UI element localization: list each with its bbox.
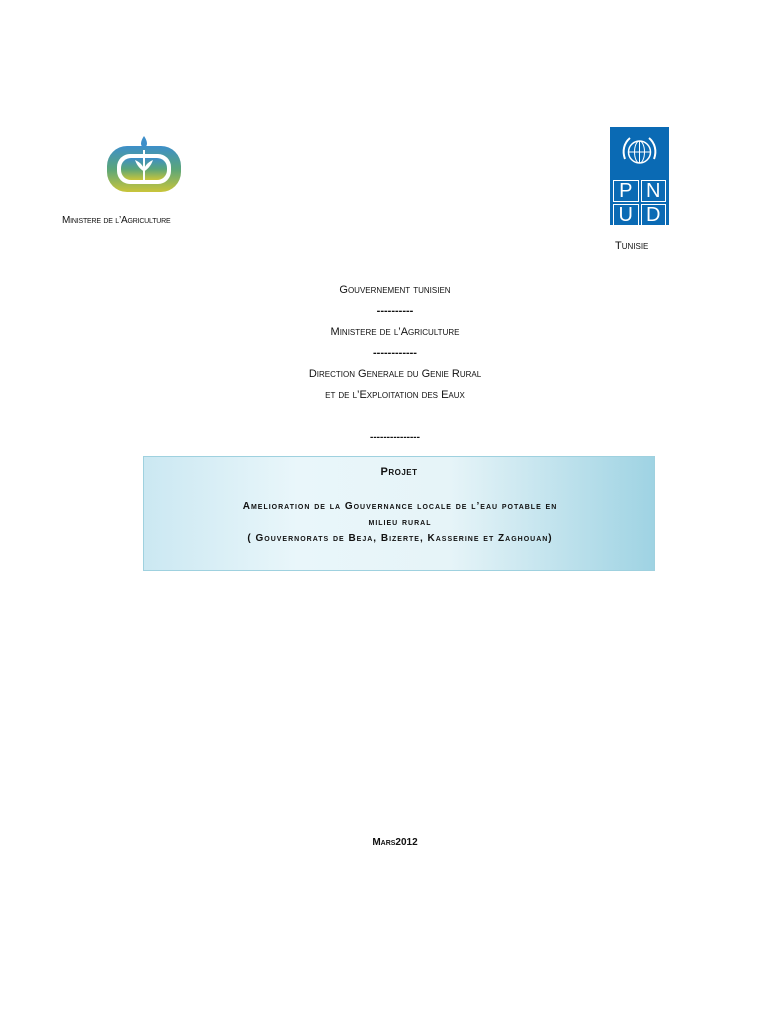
un-emblem-icon — [610, 127, 669, 179]
direction-title: Direction Generale du Genie Rural — [308, 368, 482, 380]
undp-letter: P — [613, 180, 639, 202]
direction-subtitle: et de l’Exploitation des Eaux — [325, 389, 465, 401]
project-description-line: ( Gouvernorats de Beja, Bizerte, Kasserine et Zaghouan) — [247, 533, 553, 544]
project-box — [143, 456, 655, 571]
tunisian-agriculture-ministry-logo-icon — [105, 132, 183, 196]
undp-logo — [610, 127, 669, 225]
project-description-line: Amelioration de la Gouvernance locale de l’eau potable en — [242, 501, 558, 512]
ministry-title: Ministere de l’Agriculture — [330, 326, 460, 338]
ministry-label: Ministere de l’Agriculture — [62, 215, 171, 226]
title-block — [0, 285, 770, 411]
undp-letters — [613, 180, 666, 226]
undp-letter: N — [641, 180, 667, 202]
separator: --------------- — [370, 432, 420, 443]
country-label: Tunisie — [615, 240, 649, 252]
separator: ---------- — [376, 305, 414, 317]
government-title: Gouvernement tunisien — [339, 284, 451, 296]
project-label: Projet — [380, 466, 418, 478]
undp-letter: U — [613, 204, 639, 226]
document-date: Mars2012 — [372, 837, 418, 848]
project-description-line: milieu rural — [368, 517, 432, 528]
project-description — [154, 499, 646, 547]
undp-letter: D — [641, 204, 667, 226]
separator: ------------ — [373, 347, 417, 359]
